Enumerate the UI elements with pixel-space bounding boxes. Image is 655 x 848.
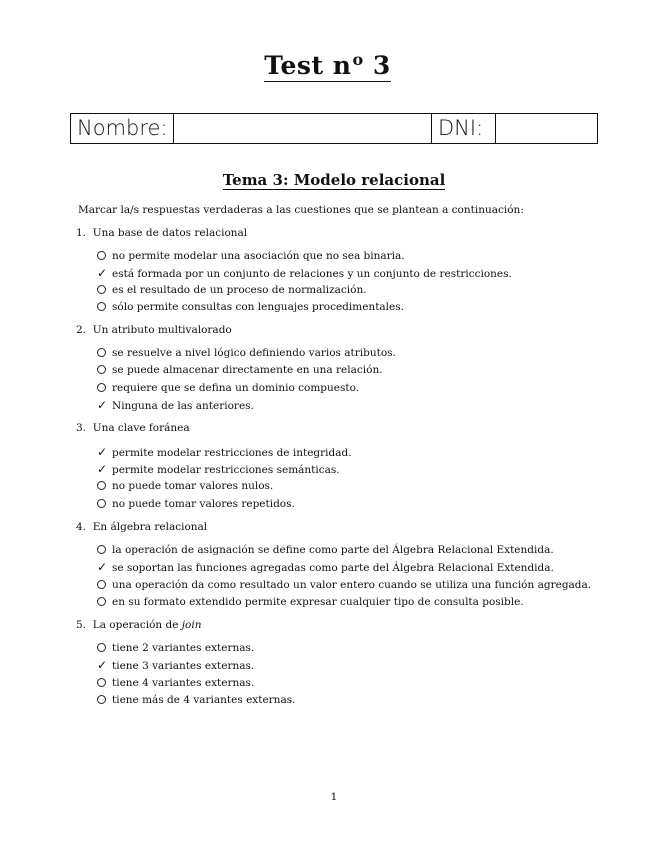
option-2b[interactable]: se puede almacenar directamente en una relación. (97, 363, 383, 377)
radio-circle-icon (97, 580, 106, 589)
option-4b[interactable]: ✓ se soportan las funciones agregadas como parte del Álgebra Relacional Extendida. (97, 560, 554, 574)
radio-circle-icon (97, 545, 106, 554)
name-label: Nombre: (71, 114, 174, 143)
radio-circle-icon (97, 251, 106, 260)
name-field[interactable] (174, 114, 432, 143)
option-1b[interactable]: ✓ está formada por un conjunto de relaciones y un conjunto de restricciones. (97, 266, 512, 280)
topic-heading: Tema 3: Modelo relacional (222, 171, 446, 189)
checkmark-icon: ✓ (97, 445, 108, 459)
checkmark-icon: ✓ (97, 266, 108, 280)
radio-circle-icon (97, 481, 106, 490)
option-3a[interactable]: ✓ permite modelar restricciones de integridad. (97, 445, 352, 459)
question-2: 2. Un atributo multivalorado (76, 324, 232, 336)
option-4d[interactable]: en su formato extendido permite expresar cualquier tipo de consulta posible. (97, 595, 524, 609)
option-5d[interactable]: tiene más de 4 variantes externas. (97, 693, 295, 707)
radio-circle-icon (97, 643, 106, 652)
option-5c[interactable]: tiene 4 variantes externas. (97, 676, 254, 690)
identification-box (70, 113, 598, 144)
option-2a[interactable]: se resuelve a nivel lógico definiendo varios atributos. (97, 346, 396, 360)
option-4a[interactable]: la operación de asignación se define como parte del Álgebra Relacional Extendida. (97, 543, 554, 557)
option-5b[interactable]: ✓ tiene 3 variantes externas. (97, 658, 255, 672)
checkmark-icon: ✓ (97, 658, 108, 672)
option-5a[interactable]: tiene 2 variantes externas. (97, 641, 254, 655)
checkmark-icon: ✓ (97, 462, 108, 476)
checkmark-icon: ✓ (97, 560, 108, 574)
option-1c[interactable]: es el resultado de un proceso de normalización. (97, 283, 367, 297)
dni-field[interactable] (496, 114, 597, 143)
option-2c[interactable]: requiere que se defina un dominio compuesto. (97, 381, 359, 395)
option-1a[interactable]: no permite modelar una asociación que no sea binaria. (97, 249, 405, 263)
option-1d[interactable]: sólo permite consultas con lenguajes procedimentales. (97, 300, 404, 314)
instructions: Marcar la/s respuestas verdaderas a las cuestiones que se plantean a continuación: (78, 204, 524, 216)
radio-circle-icon (97, 285, 106, 294)
radio-circle-icon (97, 499, 106, 508)
test-title: Test $n^o$ 3 (264, 50, 391, 80)
radio-circle-icon (97, 695, 106, 704)
checkmark-icon: ✓ (97, 398, 108, 412)
radio-circle-icon (97, 365, 106, 374)
dni-label: DNI: (432, 114, 496, 143)
option-2d[interactable]: ✓ Ninguna de las anteriores. (97, 398, 254, 412)
question-4: 4. En álgebra relacional (76, 521, 208, 533)
option-3c[interactable]: no puede tomar valores nulos. (97, 479, 273, 493)
radio-circle-icon (97, 348, 106, 357)
radio-circle-icon (97, 678, 106, 687)
question-1: 1. Una base de datos relacional (76, 227, 248, 239)
question-5: 5. La operación de join (76, 619, 202, 631)
radio-circle-icon (97, 302, 106, 311)
question-3: 3. Una clave foránea (76, 422, 190, 434)
option-3b[interactable]: ✓ permite modelar restricciones semánticas. (97, 462, 340, 476)
page-number: 1 (330, 791, 338, 803)
option-4c[interactable]: una operación da como resultado un valor entero cuando se utiliza una función agregada. (97, 578, 591, 592)
radio-circle-icon (97, 597, 106, 606)
option-3d[interactable]: no puede tomar valores repetidos. (97, 497, 295, 511)
radio-circle-icon (97, 383, 106, 392)
